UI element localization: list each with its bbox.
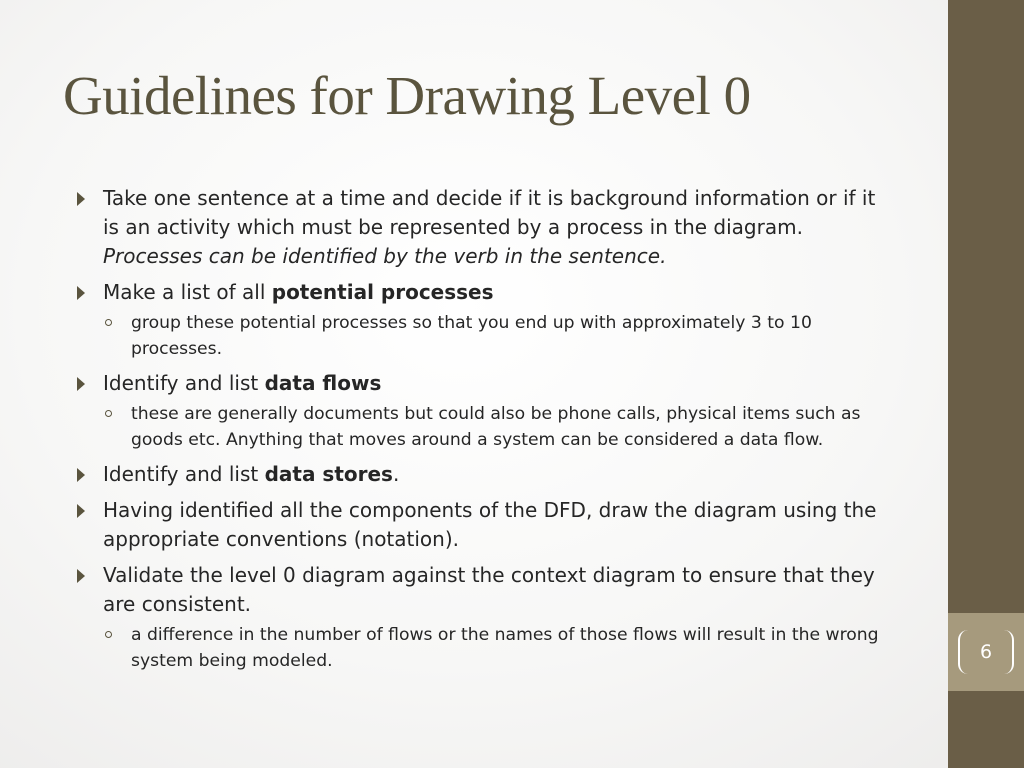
bullet-3-text: Identify and list xyxy=(103,371,265,395)
bullet-3-bold: data flows xyxy=(264,371,382,395)
circle-bullet-icon xyxy=(105,631,112,638)
arrow-bullet-icon xyxy=(77,468,85,482)
bullet-2 xyxy=(75,278,895,307)
bullet-2-bold: potential processes xyxy=(271,280,494,304)
bullet-6-text: Validate the level 0 diagram against the context diagram to ensure that they are consistent. xyxy=(103,563,875,616)
sub-bullet-2 xyxy=(75,310,901,362)
sub-bullet-6-text: a difference in the number of flows or the names of those flows will result in the wrong system being modeled. xyxy=(131,625,879,671)
arrow-bullet-icon xyxy=(77,192,85,206)
sub-bullet-2-text: group these potential processes so that you end up with approximately 3 to 10 processes. xyxy=(131,313,812,359)
arrow-bullet-icon xyxy=(77,377,85,391)
arrow-bullet-icon xyxy=(77,504,85,518)
bullet-4-text: Identify and list xyxy=(103,462,265,486)
bullet-1 xyxy=(75,184,895,271)
bullet-2-text: Make a list of all xyxy=(103,280,272,304)
bullet-list xyxy=(75,184,895,681)
page-number: 6 xyxy=(979,641,993,663)
sub-bullet-3-text: these are generally documents but could also be phone calls, physical items such as goods etc. Anything that moves around a system can be considered a data flow. xyxy=(131,404,861,450)
bullet-1-text: Take one sentence at a time and decide if it is background information or if it is an activity which must be represented by a process in the diagram. xyxy=(103,186,876,239)
circle-bullet-icon xyxy=(105,410,112,417)
arrow-bullet-icon xyxy=(77,286,85,300)
bullet-3 xyxy=(75,369,895,398)
bullet-5 xyxy=(75,496,895,554)
page-number-box xyxy=(948,613,1024,691)
bullet-4 xyxy=(75,460,895,489)
bullet-4-after: . xyxy=(392,462,400,486)
bullet-6 xyxy=(75,561,895,619)
circle-bullet-icon xyxy=(105,319,112,326)
arrow-bullet-icon xyxy=(77,569,85,583)
bullet-5-text: Having identified all the components of the DFD, draw the diagram using the appropriate conventions (notation). xyxy=(103,498,877,551)
sub-bullet-3 xyxy=(75,401,901,453)
slide-title: Guidelines for Drawing Level 0 xyxy=(63,65,751,126)
sub-bullet-6 xyxy=(75,622,901,674)
bullet-4-bold: data stores xyxy=(264,462,393,486)
bullet-1-italic: Processes can be identified by the verb in the sentence. xyxy=(103,244,667,268)
